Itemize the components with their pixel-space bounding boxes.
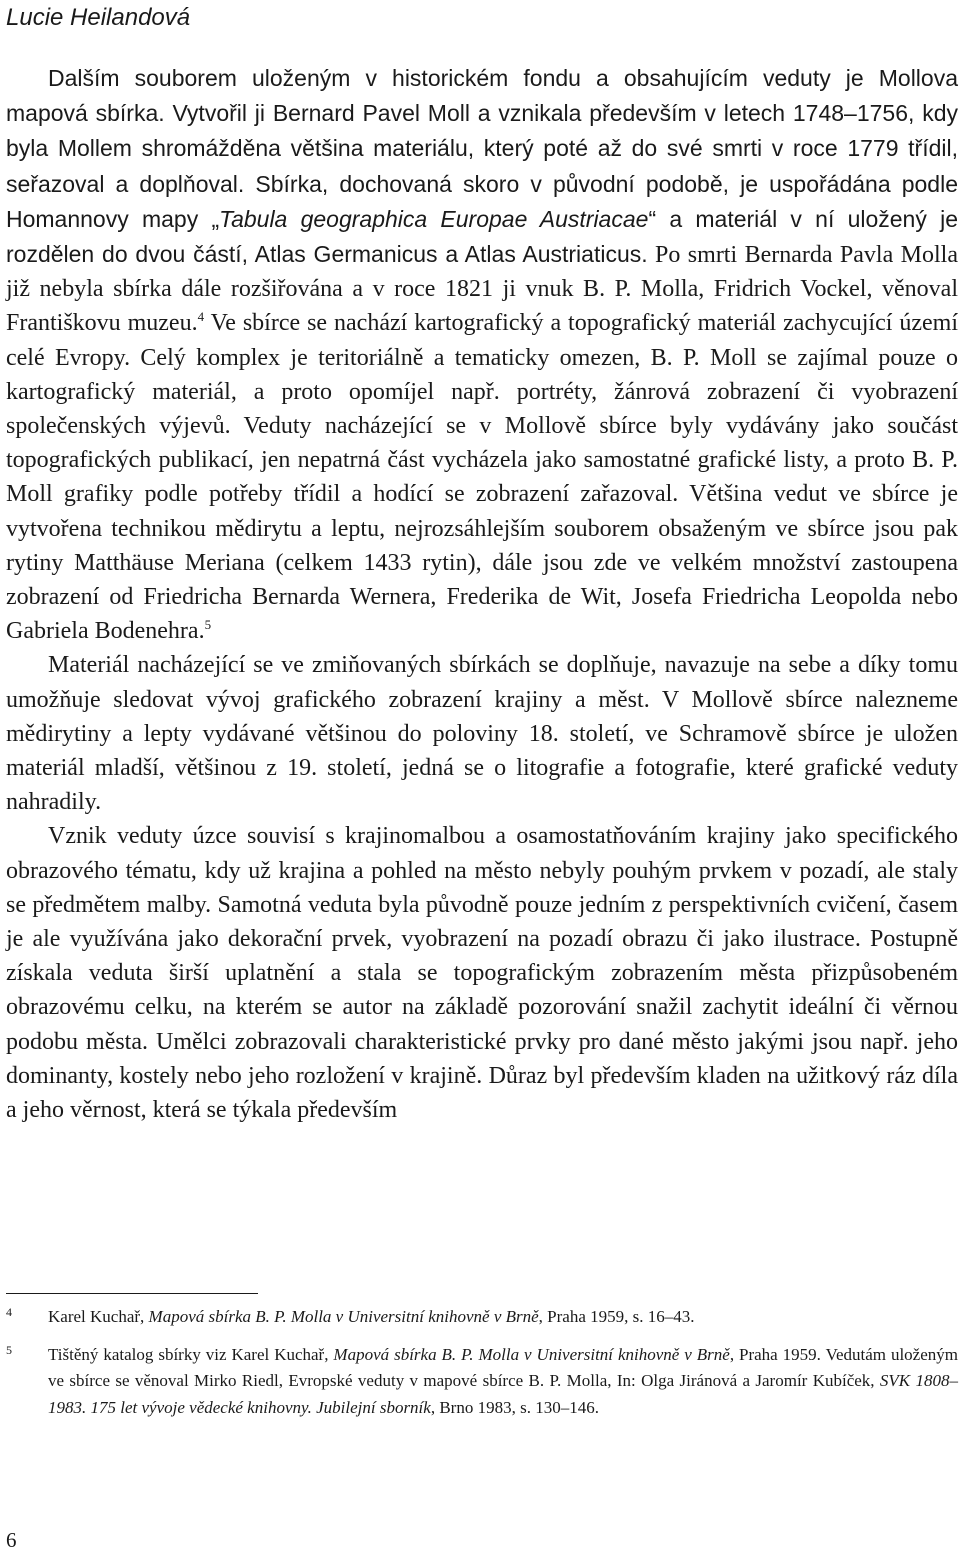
body-text (6, 61, 958, 1127)
footnote-number: 4 (6, 1305, 12, 1319)
footnote-number: 5 (6, 1342, 12, 1357)
running-head: Lucie Heilandová (6, 4, 191, 31)
footnote-ref-4[interactable]: 4 (197, 309, 205, 325)
page-number: 6 (6, 1528, 17, 1552)
footnote-title-italic: Mapová sbírka B. P. Molla v Universitní knihovně v Brně (333, 1344, 730, 1364)
paragraph-1-sentence-2a: Sbírka, dochovaná skoro v původní podobě, je uspořádána podle Homannovy mapy „ (6, 170, 959, 232)
footnote-4 (6, 1304, 958, 1331)
paragraph-1 (6, 61, 958, 648)
footnote-divider (6, 1293, 258, 1294)
paragraph-1-sentence-1: Dalším souborem uloženým v historickém fondu a obsahujícím veduty je Mollova mapová sbírka. Vytvořil ji Bernard Pavel Moll a vznikala především v letech 1748–1756, kdy byla Mollem shromážděna většina materiálu, který poté až do své smrti v roce 1779 třídil, seřazoval a doplňoval. (6, 65, 958, 197)
footnote-text: , Praha 1959. Vedutám uloženým ve sbírce se věnoval Mirko Riedl, Evropské veduty v mapové sbírce B. P. Molla, In: Olga Jiránová a Jaromír Kubíček, (48, 1344, 958, 1390)
footnote-text: , Praha 1959, s. 16–43. (538, 1307, 695, 1326)
footnote-ref-5[interactable]: 5 (204, 617, 212, 633)
paragraph-1-sentence-2b: “ a materiál v ní uložený je rozdělen do dvou částí, Atlas Germanicus a Atlas Austriaticus. (6, 205, 958, 268)
footnote-text: Tištěný katalog sbírky viz Karel Kuchař, (48, 1344, 334, 1364)
footnote-title-italic: SVK 1808–1983. 175 let vývoje vědecké knihovny. Jubilejní sborník (48, 1371, 958, 1417)
paragraph-2: Materiál nacházející se ve zmiňovaných sbírkách se doplňuje, navazuje na sebe a díky tomu umožňuje sledovat vývoj grafického zobrazení krajiny a měst. V Mollově sbírce nalezneme mědirytiny a lepty vydávané většinou do poloviny 18. století, ve Schramově sbírce je uložen materiál mladší, většinou z 19. století, jedná se o litografie a fotografie, které grafické veduty nahradily. (6, 652, 958, 816)
paragraph-3: Vznik veduty úzce souvisí s krajinomalbou a osamostatňováním krajiny jako specifického obrazového tématu, kdy už krajina a pohled na město nebyly pouhým prvkem v pozadí, ale staly se předmětem malby. Samotná veduta byla původně pouze jedním z perspektivních cvičení, časem je ale využívána jako dekorační prvek, vyobrazení na pozadí obrazu či jako ilustrace. Postupně získala veduta širší uplatnění a stala se topografickým zobrazením města přizpůsobeném obrazovému celku, na kterém se autor na základě pozorování snažil zachytit ideální či věrnou podobu města. Umělci zobrazovali charakteristické prvky pro dané město jakými jsou např. jeho dominanty, kostely nebo jeho rozložení v krajině. Důraz byl především kladen na užitkový ráz díla a jeho věrnost, která se týkala především (6, 823, 958, 1124)
footnote-text: Karel Kuchař, (48, 1307, 149, 1326)
paragraph-1-sentence-3: Po smrti Bernarda Pavla Molla již nebyla sbírka dále rozšiřována a v roce 1821 ji vnuk B. P. Molla, Fridrich Vockel, věnoval Františkovu muzeu. (6, 242, 959, 337)
footnote-text: , Brno 1983, s. 130–146. (430, 1397, 599, 1417)
footnote-title-italic: Mapová sbírka B. P. Molla v Universitní knihovně v Brně (148, 1307, 539, 1326)
paragraph-1-sentence-4: Ve sbírce se nachází kartografický a topografický materiál zachycující území celé Evropy. Celý komplex je teritoriálně a tematicky omezen, B. P. Moll se zajímal pouze o kartografický materiál, a proto opomíjel např. portréty, žánrová zobrazení či vyobrazení společenských výjevů. Veduty nacházející se v Mollově sbírce byly vydávány jako součást topografických publikací, jen nepatrná část vycházela jako samostatné grafické listy, a proto B. P. Moll grafiky podle potřeby třídil a hodící se zobrazení zařazoval. Většina vedut ve sbírce je vytvořena technikou mědirytu a leptu, nejrozsáhlejším souborem obsaženým ve sbírce jsou pak rytiny Matthäuse Meriana (celkem 1433 rytin), dále jsou zde ve velkém množství zastoupena zobrazení od Friedricha Bernarda Wernera, Frederika de Wit, Josefa Friedricha Leopolda nebo Gabriela Bodenehra. (6, 310, 958, 645)
footnote-5 (6, 1342, 958, 1422)
footnotes (6, 1304, 958, 1432)
map-title-italic: Tabula geographica Europae Austriacae (219, 205, 649, 232)
